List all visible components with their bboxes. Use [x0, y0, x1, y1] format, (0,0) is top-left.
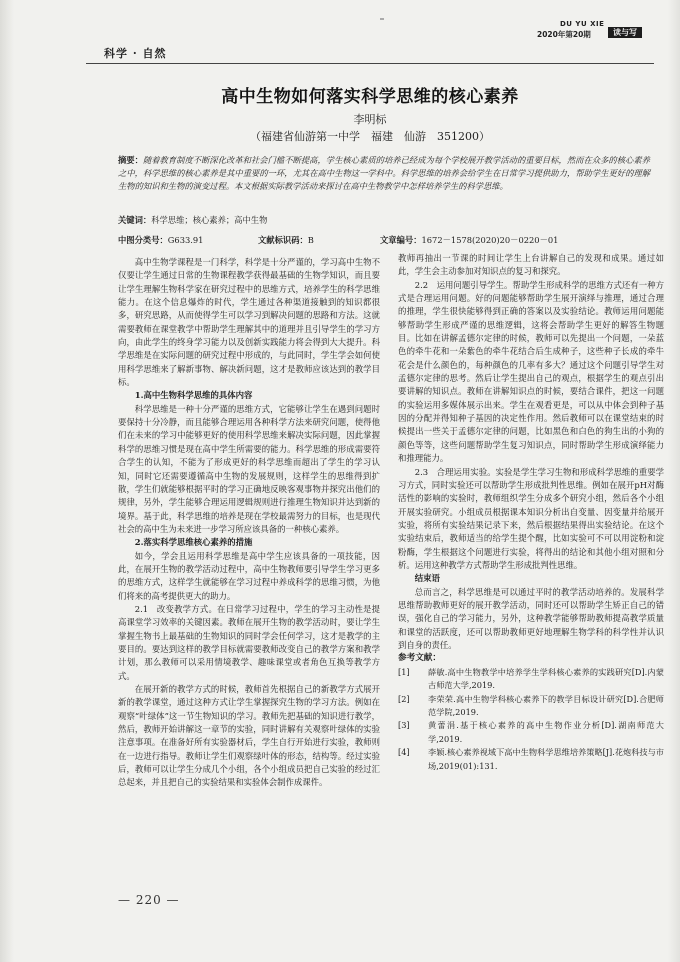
author-name: 李明标 — [353, 113, 387, 126]
reference-text: 李荣荣.高中生物学科核心素养下的教学目标设计研究[D].合肥师范学院,2019. — [428, 693, 664, 717]
section-tag: 科学 · 自然 — [104, 47, 167, 60]
reference-number: [1] — [398, 666, 410, 677]
reference-text: 李颖.核心素养视域下高中生物科学思维培养策略[J].花炮科技与市场,2019(01):131. — [428, 747, 664, 771]
doccode-label: 文献标识码： — [258, 235, 308, 245]
keywords-text: 科学思维；核心素养；高中生物 — [151, 215, 268, 225]
reference-text: 黄蕾涓.基于核心素养的高中生物作业分析[D].湖南师范大学,2019. — [428, 720, 664, 744]
reference-item — [398, 693, 664, 720]
doc-code — [258, 234, 314, 246]
abstract-label: 摘要： — [118, 155, 143, 165]
conclusion-heading: 结束语 — [414, 573, 440, 584]
reference-text: 薛敏.高中生物教学中培养学生学科核心素养的实践研究[D].内蒙古师范大学,2019. — [428, 666, 664, 691]
paragraph: 2.2 运用问题引导学生。帮助学生形成科学的思维方式还有一种方式是合理运用问题。好的问题能够帮助学生展开演绎与推理，通过合理的推理，学生很快能够得到正确的答案以及实验结论。教师运用问题能够帮助学生形成严谨的思维逻辑，这将会帮助学生更好的解答生物题目。比如在讲解孟德尔定律的时候，教师可以先提出一个问题，一朵蓝色的牵牛花和一朵紫色的牵牛花结合后生成种子，这些种子长成的牵牛花会是什么颜色的，每种颜色的几率有多大？通过这个问题引导学生对孟德尔定律的思考。然后让学生提出自己的观点，根据学生的观点引出要讲解的知识点。教师在讲解知识点的时候，要结合课件，把这一问题的实验运用多媒体展示出来。学生在观看更是，可以从中体会到种子基因的分配并得知种子基因的决定性作用。然后教师可以在课堂结束的时候提出一些关于孟德尔定律的问题，比如黑色和白色的狗生出的小狗的颜色等等，这些问题帮助学生复习知识点，同时帮助学生形成演绎能力和推理能力。 — [398, 279, 664, 464]
paragraph: 在展开新的教学方式的时候，教师首先根据自己的新教学方式展开新的教学课堂，通过这种方式让学生掌握探究生物的学习方法。例如在观察“叶绿体”这一节生物知识的学习。教师先把基础的知识进行教学，然后，教师开始讲解这一章节的实验，同时讲解有关观察叶绿体的实验注意事项。在准备好所有实验器材后，学生自行开始进行实验，教师则在一边进行指导。教师让学生们观察绿叶体的形态，结构等。经过实验后，教师可以让学生分成几个小组，各个小组成员把自己实验的经过汇总起来，并且把自己的实验结果和实验体会制作成课件。 — [118, 684, 380, 788]
page-number: — 220 — — [118, 893, 180, 907]
header-rule — [86, 63, 654, 64]
paragraph: 如今，学会且运用科学思维是高中学生应该具备的一项技能，因此，在展开生物的教学活动过程中，高中生物教师要引导学生学习更多的思维方式，这样学生就能够在学习过程中养成科学的思维习惯，为他们将来的高考提供更大的助力。 — [118, 550, 380, 601]
print-mark — [380, 18, 384, 20]
article-number — [380, 234, 558, 246]
paragraph: 2.3 合理运用实验。实验是学生学习生物和形成科学思维的重要学习方式，同时实验还可以帮助学生形成批判性思维。例如在展开pH对酶活性的影响的实验时，教师组织学生分成多个研究小组，然后各个小组开展实验研究。小组成员根据课本知识分析出自变量、因变量并给展开实验，将所有实验结果记录下来，然后根据结果得出实验结论。在这个实验结束后，教师适当的给学生提个醒，比如实验可不可以用淀粉和淀粉酶，学生根据这个问题进行实验，将得出的结论和其他小组对照和分析。运用这种教学方式帮助学生形成批判性思维。 — [398, 466, 664, 570]
journal-logo: 读与写 — [608, 27, 642, 38]
abstract — [118, 154, 650, 194]
section-heading: 1.高中生物科学思维的具体内容 — [134, 390, 253, 401]
right-column — [398, 252, 664, 773]
journal-name: DU YU XIE — [560, 20, 605, 28]
paragraph: 科学思维是一种十分严谨的思维方式，它能够让学生在遇到问题时要保持十分冷静，而且能够合理运用各种科学方法来研究问题，使得他们在未来的学习中能够更好的使用科学思维来解决实际问题，因此掌握科学的思维习惯是现在高中学生所需要的能力。科学思维的形成需要符合学生的认知，不能为了形成更好的科学思维而超出了学生的学习认知，同时它还需要遵循高中生物的发展规则，这样学生的思维得到扩散，学生们就能够根据平时的学习正确地反映客观事物并探究出他们的规律，另外，学生能够合理运用逻辑规则进行推理生物知识并达到新的境界。基于此，科学思维的培养是现在学校最需努力的目标，也是现代社会的高中生为未来进一步学习所应该具备的一种核心素养。 — [118, 403, 380, 534]
journal-issue: 2020年第20期 — [537, 30, 591, 39]
keywords-label: 关键词： — [118, 215, 152, 225]
article-title: 高中生物如何落实科学思维的核心素养 — [221, 87, 519, 107]
references — [398, 652, 664, 773]
references-title: 参考文献： — [398, 653, 441, 664]
reference-number: [2] — [398, 693, 410, 704]
left-column — [118, 256, 380, 790]
paragraph: 总而言之，科学思维是可以通过平时的教学活动培养的。发展科学思维帮助教师更好的展开教学活动，同时还可以帮助学生矫正自己的错误，强化自己的学习能力，另外，这种教学能够帮助教师提高教学质量和课堂的活跃度，还可以帮助教师更好地理解生物学科的科学性并认识到自身的责任。 — [398, 586, 664, 650]
clc-code — [118, 234, 203, 246]
section-heading: 2.落实科学思维核心素养的措施 — [134, 537, 253, 548]
reference-number: [3] — [398, 720, 410, 731]
doccode-value: B — [307, 235, 314, 245]
author-affiliation: （福建省仙游第一中学 福建 仙游 351200） — [250, 130, 490, 143]
paragraph: 教师再抽出一节课的时间让学生上台讲解自己的发现和成果。通过如此，学生会主动参加对知识点的复习和探究。 — [398, 253, 664, 277]
reference-number: [4] — [398, 747, 410, 758]
clc-value: G633.91 — [167, 235, 204, 245]
paragraph: 高中生物学课程是一门科学，科学是十分严谨的，学习高中生物不仅要让学生通过日常的生物课程教学获得最基础的生物学知识，而且要让学生理解生物科学家在研究过程中的思维方式，培养学生的科学思维能力。在这个信息爆炸的时代，学生通过各种渠道接触到的知识都很多，研究思路，从而使得学生可以学习到解决问题的思路和方法。这就需要教师在课堂教学中帮助学生理解其中的道理并且引导学生的学习方向，由此学生的终身学习能力以及创新实践能力将会得到大大提升。科学思维是在实际问题的研究过程中形成的，与此同时，学生学会如何使用科学思维来了解新事物、解决新问题，这才是教师应该达到的教学目标。 — [118, 257, 380, 388]
reference-item — [398, 746, 664, 773]
reference-item — [398, 719, 664, 746]
abstract-text: 随着教育制度不断深化改革和社会门槛不断提高，学生核心素质的培养已经成为每个学校展开教学活动的重要目标，然而在众多的核心素养之中，科学思维的核心素养是其中重要的一环，尤其在高中生物这一学科中。科学思维的培养会给学生在日常学习提供助力，帮助学生更好的理解生物的知识和生物的演变过程。本文根据实际教学活动来探讨在高中生物教学中怎样培养学生的科学思维。 — [118, 155, 650, 192]
clc-label: 中图分类号： — [118, 235, 168, 245]
articleno-label: 文章编号： — [380, 235, 422, 245]
paragraph: 2.1 改变教学方式。在日常学习过程中，学生的学习主动性是提高课堂学习效率的关键因素。教师在展开生物的教学活动时，要让学生掌握生物书上最基础的生物知识的同时学会任何学习，这才是教学的主要目的。要达到这样的教学目标就需要教师改变自己的教学方案和教学计划，那么教师可以采用情境教学、趣味课堂或者角色互换等教学方式。 — [118, 603, 380, 681]
reference-item — [398, 666, 664, 693]
articleno-value: 1672－1578(2020)20－0220－01 — [421, 235, 559, 245]
keywords — [118, 214, 650, 226]
